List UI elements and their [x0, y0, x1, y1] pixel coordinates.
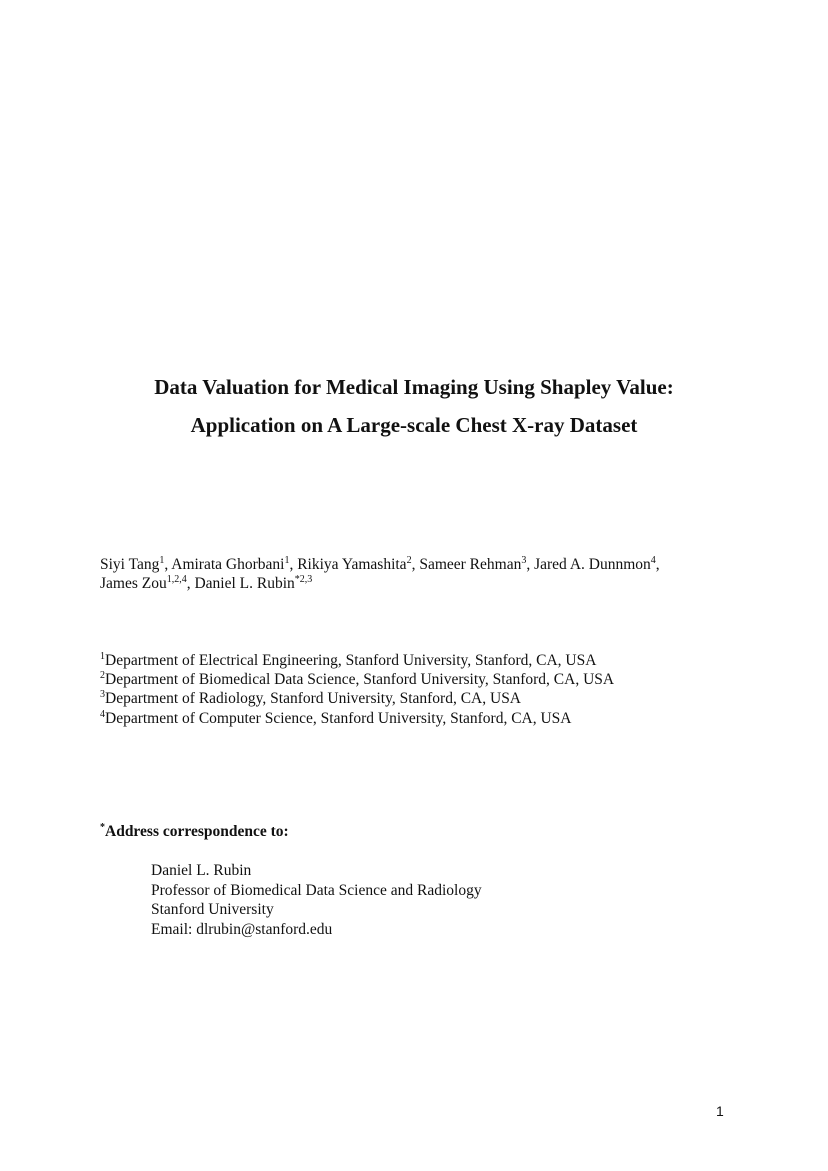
correspondence-institution: Stanford University	[151, 901, 274, 918]
affiliation-item	[100, 709, 760, 728]
correspondence-name: Daniel L. Rubin	[151, 862, 252, 879]
affiliation-item	[100, 689, 760, 708]
author-affiliation-marker: 4	[650, 554, 656, 566]
affiliation-text: Department of Computer Science, Stanford University, Stanford, CA, USA	[105, 709, 572, 727]
author-name: Amirata Ghorbani	[171, 556, 285, 573]
correspondence-heading	[100, 823, 289, 841]
affiliation-marker: 2	[100, 670, 105, 682]
affiliation-item	[100, 651, 760, 670]
author-affiliation-marker: 3	[521, 554, 527, 566]
affiliation-item	[100, 670, 760, 689]
correspondence-heading-text: Address correspondence to:	[105, 823, 289, 840]
affiliation-text: Department of Radiology, Stanford University, Stanford, CA, USA	[105, 690, 522, 708]
author-affiliation-marker: 1	[159, 554, 165, 566]
author-name: Sameer Rehman	[419, 556, 522, 573]
author-separator: ,	[655, 556, 660, 573]
author-affiliation-marker: 2	[406, 554, 412, 566]
correspondence-email: Email: dlrubin@stanford.edu	[151, 920, 333, 938]
author-separator: ,	[411, 556, 420, 573]
affiliation-marker: 1	[100, 650, 105, 662]
author-name: James Zou	[100, 575, 167, 592]
affiliation-marker: 3	[100, 689, 105, 701]
author-line-1	[100, 555, 760, 574]
affiliation-list	[100, 651, 760, 728]
author-line-2	[100, 574, 760, 593]
author-affiliation-marker: *2,3	[294, 573, 313, 585]
correspondence-position: Professor of Biomedical Data Science and Radiology	[151, 881, 482, 899]
author-name: Rikiya Yamashita	[297, 556, 407, 573]
author-affiliation-marker: 1	[284, 554, 290, 566]
correspondence-address	[151, 861, 482, 939]
paper-title	[0, 368, 828, 444]
author-name: Jared A. Dunnmon	[534, 556, 651, 573]
author-name: Daniel L. Rubin	[194, 575, 295, 592]
author-separator: ,	[289, 556, 298, 573]
author-separator: ,	[164, 556, 172, 573]
affiliation-marker: 4	[100, 708, 105, 720]
affiliation-text: Department of Biomedical Data Science, Stanford University, Stanford, CA, USA	[105, 671, 615, 689]
author-separator: ,	[186, 575, 195, 592]
affiliation-text: Department of Electrical Engineering, Stanford University, Stanford, CA, USA	[105, 652, 597, 669]
author-separator: ,	[526, 556, 535, 573]
author-list	[100, 555, 760, 593]
page-number: 1	[716, 1103, 724, 1119]
author-affiliation-marker: 1,2,4	[166, 573, 187, 585]
author-name: Siyi Tang	[100, 556, 160, 573]
title-line-2: Application on A Large-scale Chest X-ray Dataset	[190, 413, 638, 437]
title-line-1: Data Valuation for Medical Imaging Using Shapley Value:	[154, 375, 674, 399]
correspondence-marker: *	[100, 821, 105, 833]
